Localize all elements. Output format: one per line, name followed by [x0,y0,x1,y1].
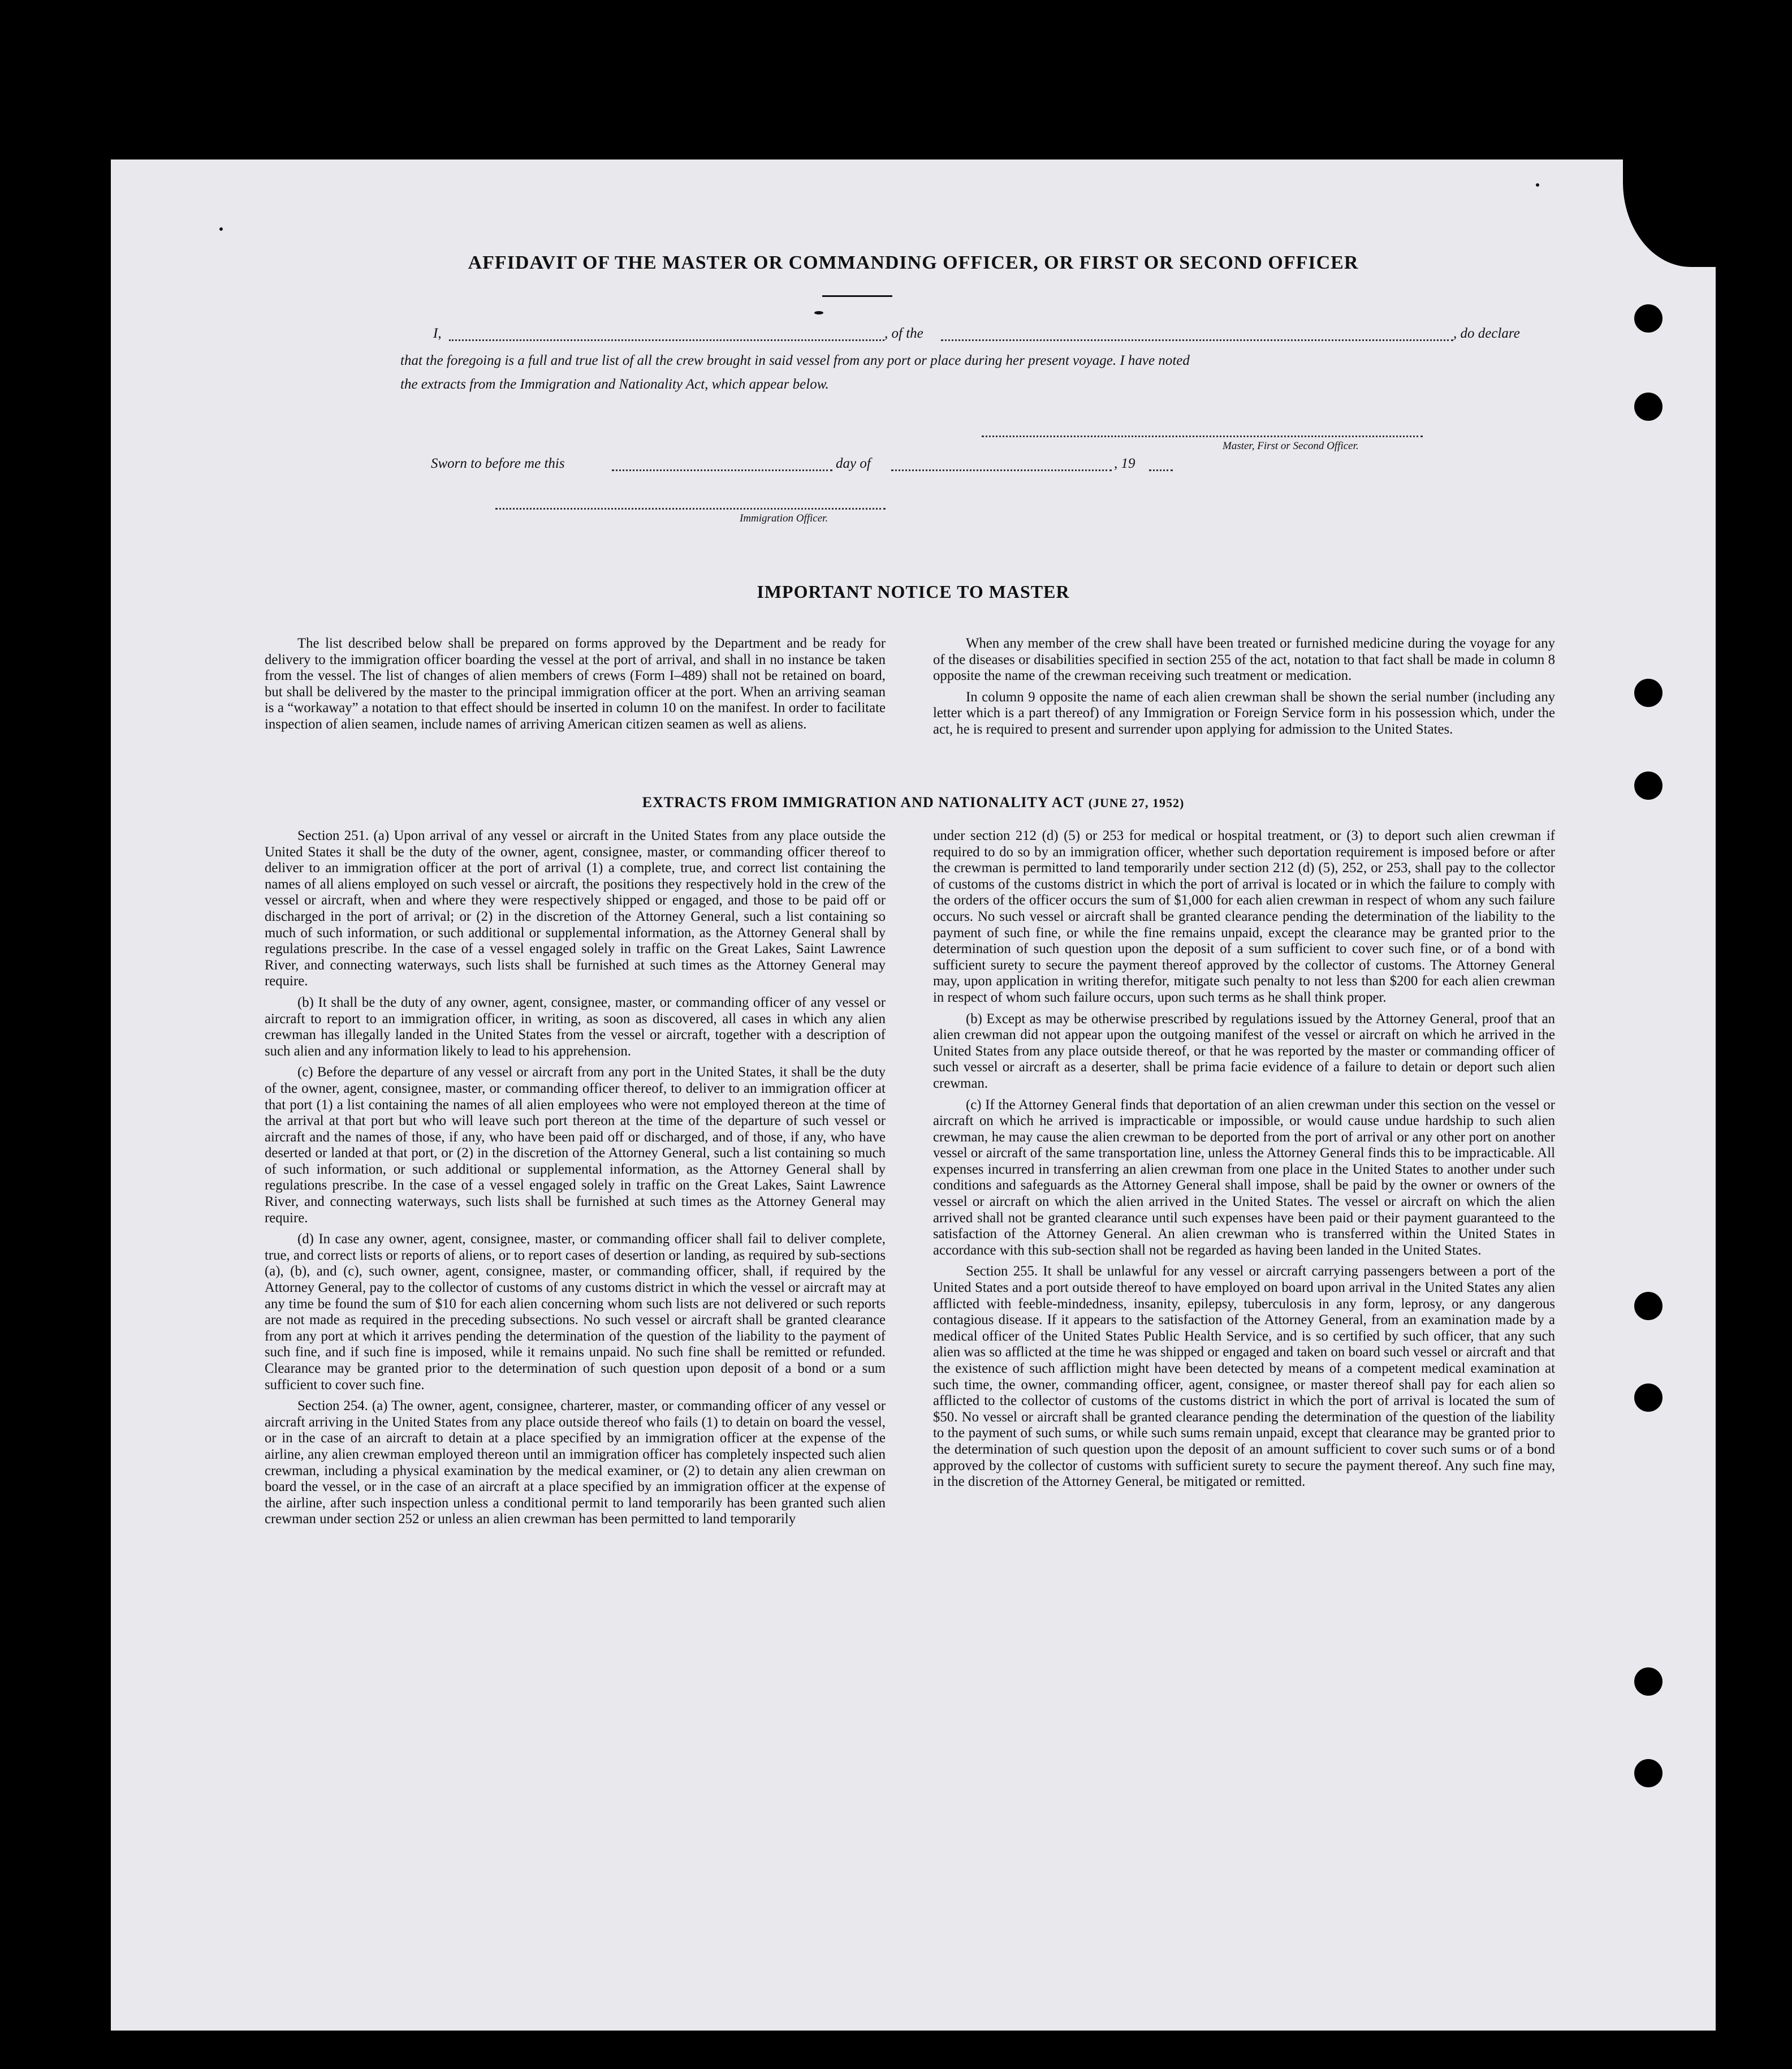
section-254-a: Section 254. (a) The owner, agent, consignee, charterer, master, or commanding officer of any vessel or aircraft arriving in the United States from any place outside thereof who fails (1) to detain on board the vessel, or in the case of an aircraft to detain at a place specified by an immigration officer at the expense of the airline, any alien crewman employed thereon until an immigration officer has completely inspected such alien crewman, including a physical examination by the medical examiner, or (2) to detain any alien crewman on board the vessel, or in the case of an aircraft at a place specified by an immigration officer at the expense of the airline, after such inspection unless a conditional permit to land temporarily has been granted such alien crewman under section 252 or unless an alien crewman has been permitted to land temporarily [265,1398,886,1527]
speck [219,227,223,231]
section-251-a: Section 251. (a) Upon arrival of any vessel or aircraft in the United States from any place outside the United States it shall be the duty of the owner, agent, consignee, master, or commanding officer thereof to deliver to an immigration officer at the port of arrival (1) a complete, true, and correct list containing the names of all aliens employed on such vessel or aircraft, the positions they respectively hold in the crew of the vessel or aircraft, when and where they were respectively shipped or engaged, and those to be paid off or discharged in the port of arrival; or (2) in the discretion of the Attorney General, such a list containing so much of such information, or such additional or supplemental information, as the Attorney General shall by regulations prescribe. In the case of a vessel engaged solely in traffic on the Great Lakes, Saint Lawrence River, and connecting waterways, such lists shall be furnished at such times as the Attorney General may require. [265,828,886,989]
sworn-year-label: , 19 [1114,456,1135,471]
extracts-title-text: EXTRACTS FROM IMMIGRATION AND NATIONALITY ACT [642,794,1085,811]
affidavit-i-label: I, [433,326,442,341]
affidavit-declare-label: , do declare [1453,326,1520,341]
notice-left-paragraph: The list described below shall be prepared on forms approved by the Department and be ready for delivery to the immigration officer boarding the vessel at the port of arrival, and shall in no instance be taken from the vessel. The list of changes of alien members of crews (Form I–489) shall not be retained on board, but shall be delivered by the master to the principal immigration officer at the port. When an arriving seaman is a “workaway” a notation to that effect should be inserted in column 10 on the manifest. In order to facilitate inspection of alien seamen, include names of arriving American citizen seamen as well as aliens. [265,636,886,732]
binder-hole [1634,1667,1663,1696]
binder-hole [1634,304,1663,333]
notice-right-paragraph-1: When any member of the crew shall have been treated or furnished medicine during the voyage for any of the diseases or disabilities specified in section 255 of the act, notation to that fact shall be made in column 8 opposite the name of the crewman receiving such treatment or medication. [933,636,1555,684]
binder-hole [1634,1383,1663,1412]
master-caption: Master, First or Second Officer. [1223,440,1359,452]
section-251-b: (b) It shall be the duty of any owner, agent, consignee, master, or commanding officer of any vessel or aircraft to report to an immigration officer, in writing, as soon as discovered, all cases in which any alien crewman has illegally landed in the United States from the vessel or aircraft, together with a description of such alien and any information likely to lead to his apprehension. [265,994,886,1059]
speck [814,311,823,314]
binder-hole [1634,393,1663,421]
sworn-label: Sworn to before me this [431,456,565,471]
officer-caption: Immigration Officer. [740,512,828,524]
sworn-day-of-label: day of [836,456,871,471]
section-251-c: (c) Before the departure of any vessel or aircraft from any port in the United States, it shall be the duty of the owner, agent, consignee, master, or commanding officer thereof, to deliver to an immigration officer at that port (1) a list containing the names of all alien employees who were not employed thereon at the time of the arrival at that port but who will leave such port thereon at the time of the departure of such vessel or aircraft and the names of those, if any, who have been paid off or discharged, and of those, if any, who have deserted or landed at that port, or (2) in the discretion of the Attorney General, such a list containing so much of such information, or such additional or supplemental information, as the Attorney General shall by regulations prescribe. In the case of a vessel engaged solely in traffic on the Great Lakes, Saint Lawrence River, and connecting waterways, such lists shall be furnished at such times as the Attorney General may require. [265,1064,886,1226]
notice-left-column [265,636,886,738]
extracts-date: (JUNE 27, 1952) [1088,796,1185,810]
binder-hole [1634,771,1663,800]
binder-hole [1634,1759,1663,1787]
officer-signature-line [495,508,886,510]
affidavit-of-the-label: , of the [884,326,923,341]
sworn-year-blank [1149,469,1173,471]
affidavit-line-2: that the foregoing is a full and true list of all the crew brought in said vessel from any port or place during her present voyage. I have noted [400,353,1190,368]
vessel-blank [941,339,1453,341]
master-signature-line [982,436,1423,437]
section-254-a-continued: under section 212 (d) (5) or 253 for medical or hospital treatment, or (3) to deport such alien crewman if required to do so by an immigration officer, whether such deportation requirement is imposed before or after the crewman is permitted to land temporarily under section 212 (d) (5), 252, or 253, shall pay to the collector of customs of the customs district in which the port of arrival is located or in which the failure to comply with the orders of the officer occurs the sum of $1,000 for each alien crewman in respect of whom any such failure occurs. No such vessel or aircraft shall be granted clearance pending the determination of the liability to the payment of such fine, or while the fine remains unpaid, except the clearance may be granted prior to the determination of such question upon the deposit of a sum sufficient to cover such fine, or of a bond with sufficient surety to secure the payment thereof approved by the collector of customs. The Attorney General may, upon application in writing therefor, mitigate such penalty to not less than $200 for each alien crewman in respect of whom such failure occurs, upon such terms as he shall think proper. [933,828,1555,1005]
sworn-day-blank [612,469,832,471]
section-254-b: (b) Except as may be otherwise prescribed by regulations issued by the Attorney General, proof that an alien crewman did not appear upon the outgoing manifest of the vessel or aircraft on which he arrived in the United States from any place outside thereof, or that he was reported by the master or commanding officer of such vessel or aircraft as a deserter, shall be prima facie evidence of a failure to detain or deport such alien crewman. [933,1011,1555,1091]
notice-right-paragraph-2: In column 9 opposite the name of each alien crewman shall be shown the serial number (including any letter which is a part thereof) of any Immigration or Foreign Service form in his possession which, under the act, he is required to present and surrender upon applying for admission to the United States. [933,689,1555,737]
notice-right-column [933,636,1555,743]
notice-title: IMPORTANT NOTICE TO MASTER [757,581,1070,602]
sworn-month-blank [891,469,1112,471]
binder-hole [1634,679,1663,707]
section-251-d: (d) In case any owner, agent, consignee, master, or commanding officer shall fail to deliver complete, true, and correct lists or reports of aliens, or to report cases of desertion or landing, as required by sub-sections (a), (b), and (c), such owner, agent, consignee, master, or commanding officer, shall, if required by the Attorney General, pay to the collector of customs of any customs district in which the vessel or aircraft may at any time be found the sum of $10 for each alien concerning whom such lists are not delivered or such reports are not made as required in the preceding subsections. No such vessel or aircraft shall be granted clearance from any port at which it arrives pending the determination of the question of the liability to the payment of such fine, and if such fine is imposed, while it remains unpaid. No such fine shall be remitted or refunded. Clearance may be granted prior to the determination of such question upon deposit of a bond or a sum sufficient to cover such fine. [265,1231,886,1393]
section-254-c: (c) If the Attorney General finds that deportation of an alien crewman under this section on the vessel or aircraft on which he arrived is impracticable or impossible, or would cause undue hardship to such alien crewman, he may cause the alien crewman to be deported from the port of arrival or any other port on another vessel or aircraft of the same transportation line, unless the Attorney General finds this to be impracticable. All expenses incurred in transferring an alien crewman from one place in the United States to another under such conditions and safeguards as the Attorney General shall impose, shall be paid by the owner or owners of the vessel or aircraft on which the alien arrived in the United States. The vessel or aircraft on which the alien arrived shall not be granted clearance until such expenses have been paid or their payment guaranteed to the satisfaction of the Attorney General. An alien crewman who is transferred within the United States in accordance with this sub-section shall not be regarded as having been landed in the United States. [933,1097,1555,1258]
extracts-right-column [933,828,1555,1495]
affidavit-line-3: the extracts from the Immigration and Nationality Act, which appear below. [400,377,829,392]
section-255: Section 255. It shall be unlawful for any vessel or aircraft carrying passengers between a port of the United States and a port outside thereof to have employed on board upon arrival in the United States any alien afflicted with feeble-mindedness, insanity, epilepsy, tuberculosis in any form, leprosy, or any dangerous contagious disease. If it appears to the satisfaction of the Attorney General, from an examination made by a medical officer of the United States Public Health Service, and is so certified by such officer, that any such alien was so afflicted at the time he was shipped or engaged and taken on board such vessel or aircraft and that the existence of such affliction might have been detected by means of a competent medical examination at such time, the owner, commanding officer, agent, consignee, or master thereof shall pay for each alien so afflicted to the collector of customs of the customs district in which the port of arrival is located the sum of $50. No vessel or aircraft shall be granted clearance pending the determination of the question of the liability to the payment of such sums, or while such sums remain unpaid, except that clearance may be granted prior to the determination of such question upon the deposit of an amount sufficient to cover such sums or of a bond approved by the collector of customs with sufficient surety to secure the payment thereof. Any such fine may, in the discretion of the Attorney General, be mitigated or remitted. [933,1264,1555,1490]
extracts-left-column [265,828,886,1533]
extracts-title [111,794,1716,811]
speck [1536,183,1539,187]
name-blank [449,339,884,341]
binder-hole [1634,1292,1663,1320]
document-page [111,160,1716,2031]
affidavit-title: AFFIDAVIT OF THE MASTER OR COMMANDING OFFICER, OR FIRST OR SECOND OFFICER [468,252,1359,273]
title-rule [822,295,892,297]
